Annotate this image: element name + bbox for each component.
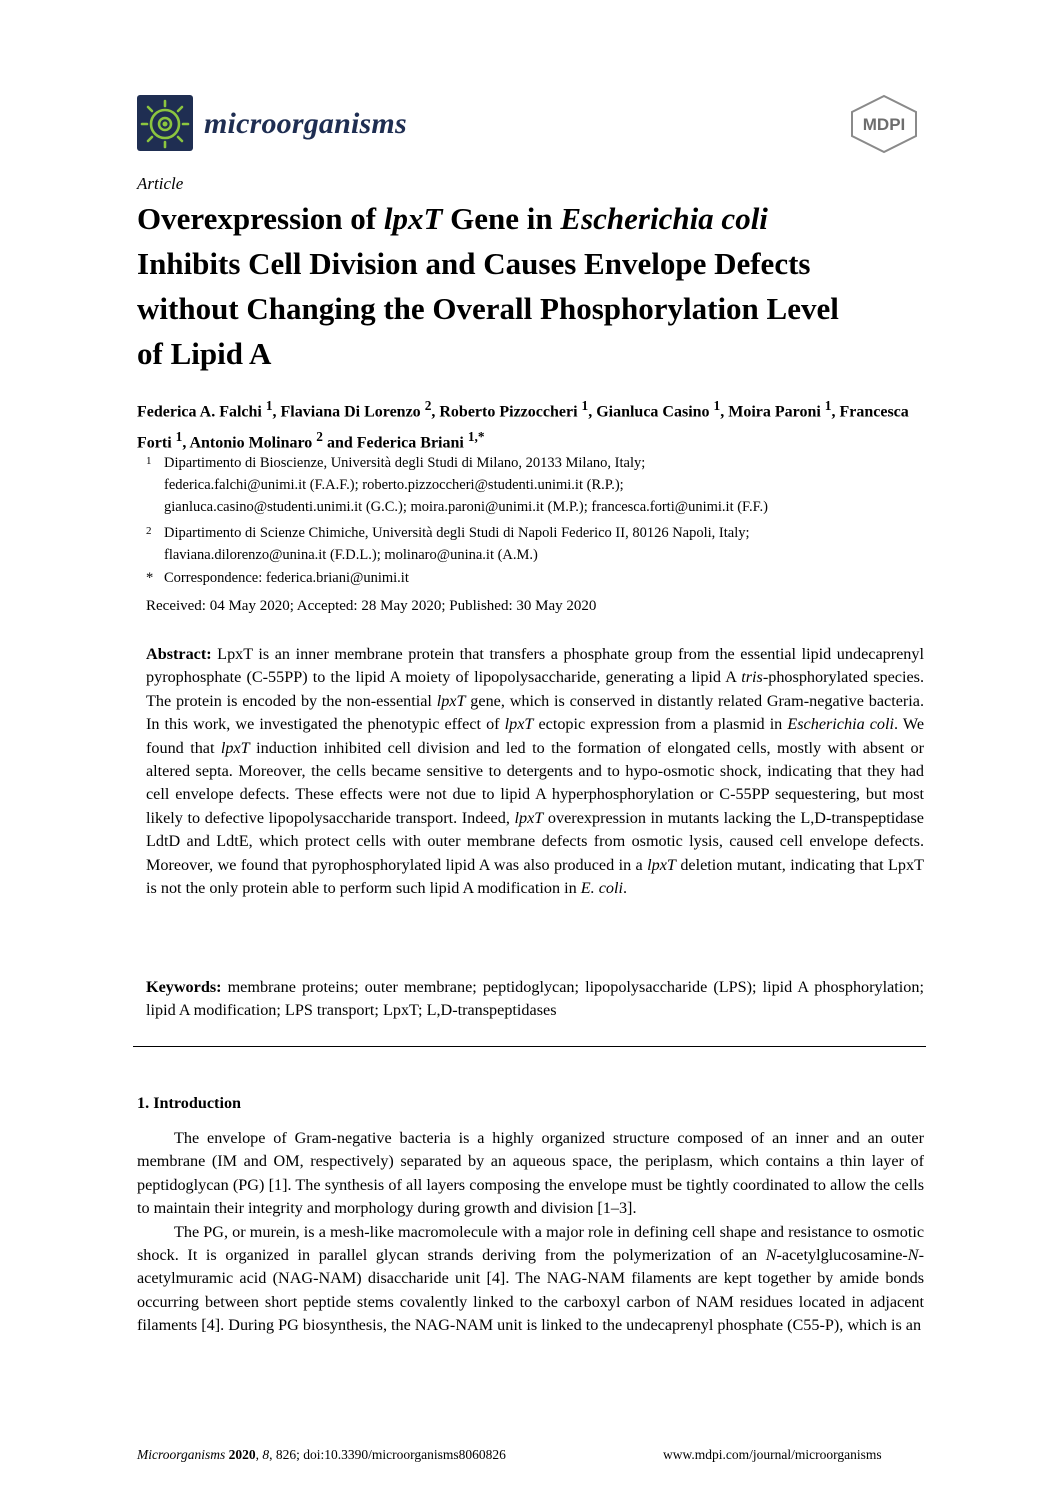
author: , Antonio Molinaro xyxy=(182,434,317,452)
article-title: Overexpression of lpxT Gene in Escherichia coli Inhibits Cell Division and Causes Envelope Defects without Changing the Overall Phosphorylation Level of Lipid A xyxy=(137,201,839,371)
paragraph-1: The envelope of Gram-negative bacteria is a highly organized structure composed of an inner and an outer membrane (IM and OM, respectively) separated by an aqueous space, the periplasm, which contains a thin layer of peptidoglycan (PG) [1]. The synthesis of all layers composing the envelope must be tightly coordinated to allow the cells to maintain their integrity and morphology during growth and division [1–3]. xyxy=(137,1129,924,1218)
body-text xyxy=(137,1127,924,1338)
author: , Francesca Forti xyxy=(137,403,909,452)
author-list: Federica A. Falchi $^1$, Flaviana Di Lorenzo $^2$, Roberto Pizzoccheri $^1$, Gianluca Casino $^1$, Moira Paroni $^1$, Francesca Forti $^1$, Antonio Molinaro $^2$ and Federica Briani $^{1,*}$ xyxy=(137,398,909,452)
journal-name: microorganisms xyxy=(204,107,407,140)
section-divider xyxy=(133,1046,926,1047)
mdpi-logo-text: MDPI xyxy=(862,115,906,134)
footer-url[interactable]: www.mdpi.com/journal/microorganisms xyxy=(663,1447,882,1462)
keywords: Keywords: membrane proteins; outer membrane; peptidoglycan; lipopolysaccharide (LPS); lipid A phosphorylation; lipid A modification; LPS transport; LpxT; L,D-transpeptidases xyxy=(146,978,924,1020)
section-heading: 1. Introduction xyxy=(137,1094,242,1112)
author: , Moira Paroni xyxy=(720,403,825,421)
correspondence: * Correspondence: federica.briani@unimi.it xyxy=(146,570,409,586)
article-type: Article xyxy=(137,174,184,193)
mdpi-logo xyxy=(848,94,920,154)
author: , Flaviana Di Lorenzo xyxy=(272,403,425,421)
author: Federica A. Falchi xyxy=(137,403,266,421)
author: , Roberto Pizzoccheri xyxy=(431,403,582,421)
affiliation-1: 1 Dipartimento di Bioscienze, Università degli Studi di Milano, 20133 Milano, Italy; federica.falchi@unimi.it (F.A.F.); roberto.pizzoccheri@studenti.unimi.it (R.P.); gianluca.casino@studenti.unimi.it (G.C.); moira.paroni@unimi.it (M.P.); francesca.forti@unimi.it (F.F.) xyxy=(146,455,768,515)
paragraph-2: The PG, or murein, is a mesh-like macromolecule with a major role in defining cell shape and resistance to osmotic shock. It is organized in parallel glycan strands deriving from the polymerization of an N-acetylglucosamine-N-acetylmuramic acid (NAG-NAM) disaccharide unit [4]. The NAG-NAM filaments are kept together by amide bonds occurring between short peptide stems covalently linked to the carboxyl carbon of NAM residues located in adjacent filaments [4]. During PG biosynthesis, the NAG-NAM unit is linked to the undecaprenyl phosphate (C55-P), which is an xyxy=(137,1222,924,1335)
publication-dates: Received: 04 May 2020; Accepted: 28 May 2020; Published: 30 May 2020 xyxy=(146,598,597,614)
journal-logo-icon xyxy=(137,95,193,151)
author: , Gianluca Casino xyxy=(588,403,714,421)
affiliation-2: 2 Dipartimento di Scienze Chimiche, Università degli Studi di Napoli Federico II, 80126 Napoli, Italy; flaviana.dilorenzo@unina.it (F.D.L.); molinaro@unina.it (A.M.) xyxy=(146,525,750,563)
abstract: Abstract: LpxT is an inner membrane protein that transfers a phosphate group from the essential lipid undecaprenyl pyrophosphate (C-55PP) to the lipid A moiety of lipopolysaccharide, generating a lipid A tris-phosphorylated species. The protein is encoded by the non-essential lpxT gene, which is conserved in distantly related Gram-negative bacteria. In this work, we investigated the phenotypic effect of lpxT ectopic expression from a plasmid in Escherichia coli. We found that lpxT induction inhibited cell division and led to the formation of elongated cells, mostly with absent or altered septa. Moreover, the cells became sensitive to detergents and to hypo-osmotic shock, indicating that they had cell envelope defects. These effects were not due to lipid A hyperphosphorylation or C-55PP sequestering, but most likely to defective lipopolysaccharide transport. Indeed, lpxT overexpression in mutants lacking the L,D-transpeptidase LdtD and LdtE, which protect cells with outer membrane defects from osmotic lysis, caused cell envelope defects. Moreover, we found that pyrophosphorylated lipid A was also produced in a lpxT deletion mutant, indicating that LpxT is not the only protein able to perform such lipid A modification in E. coli. xyxy=(146,645,925,898)
author: and Federica Briani xyxy=(322,434,468,452)
footer-citation: Microorganisms 2020, 8, 826; doi:10.3390/microorganisms8060826 xyxy=(137,1447,506,1462)
